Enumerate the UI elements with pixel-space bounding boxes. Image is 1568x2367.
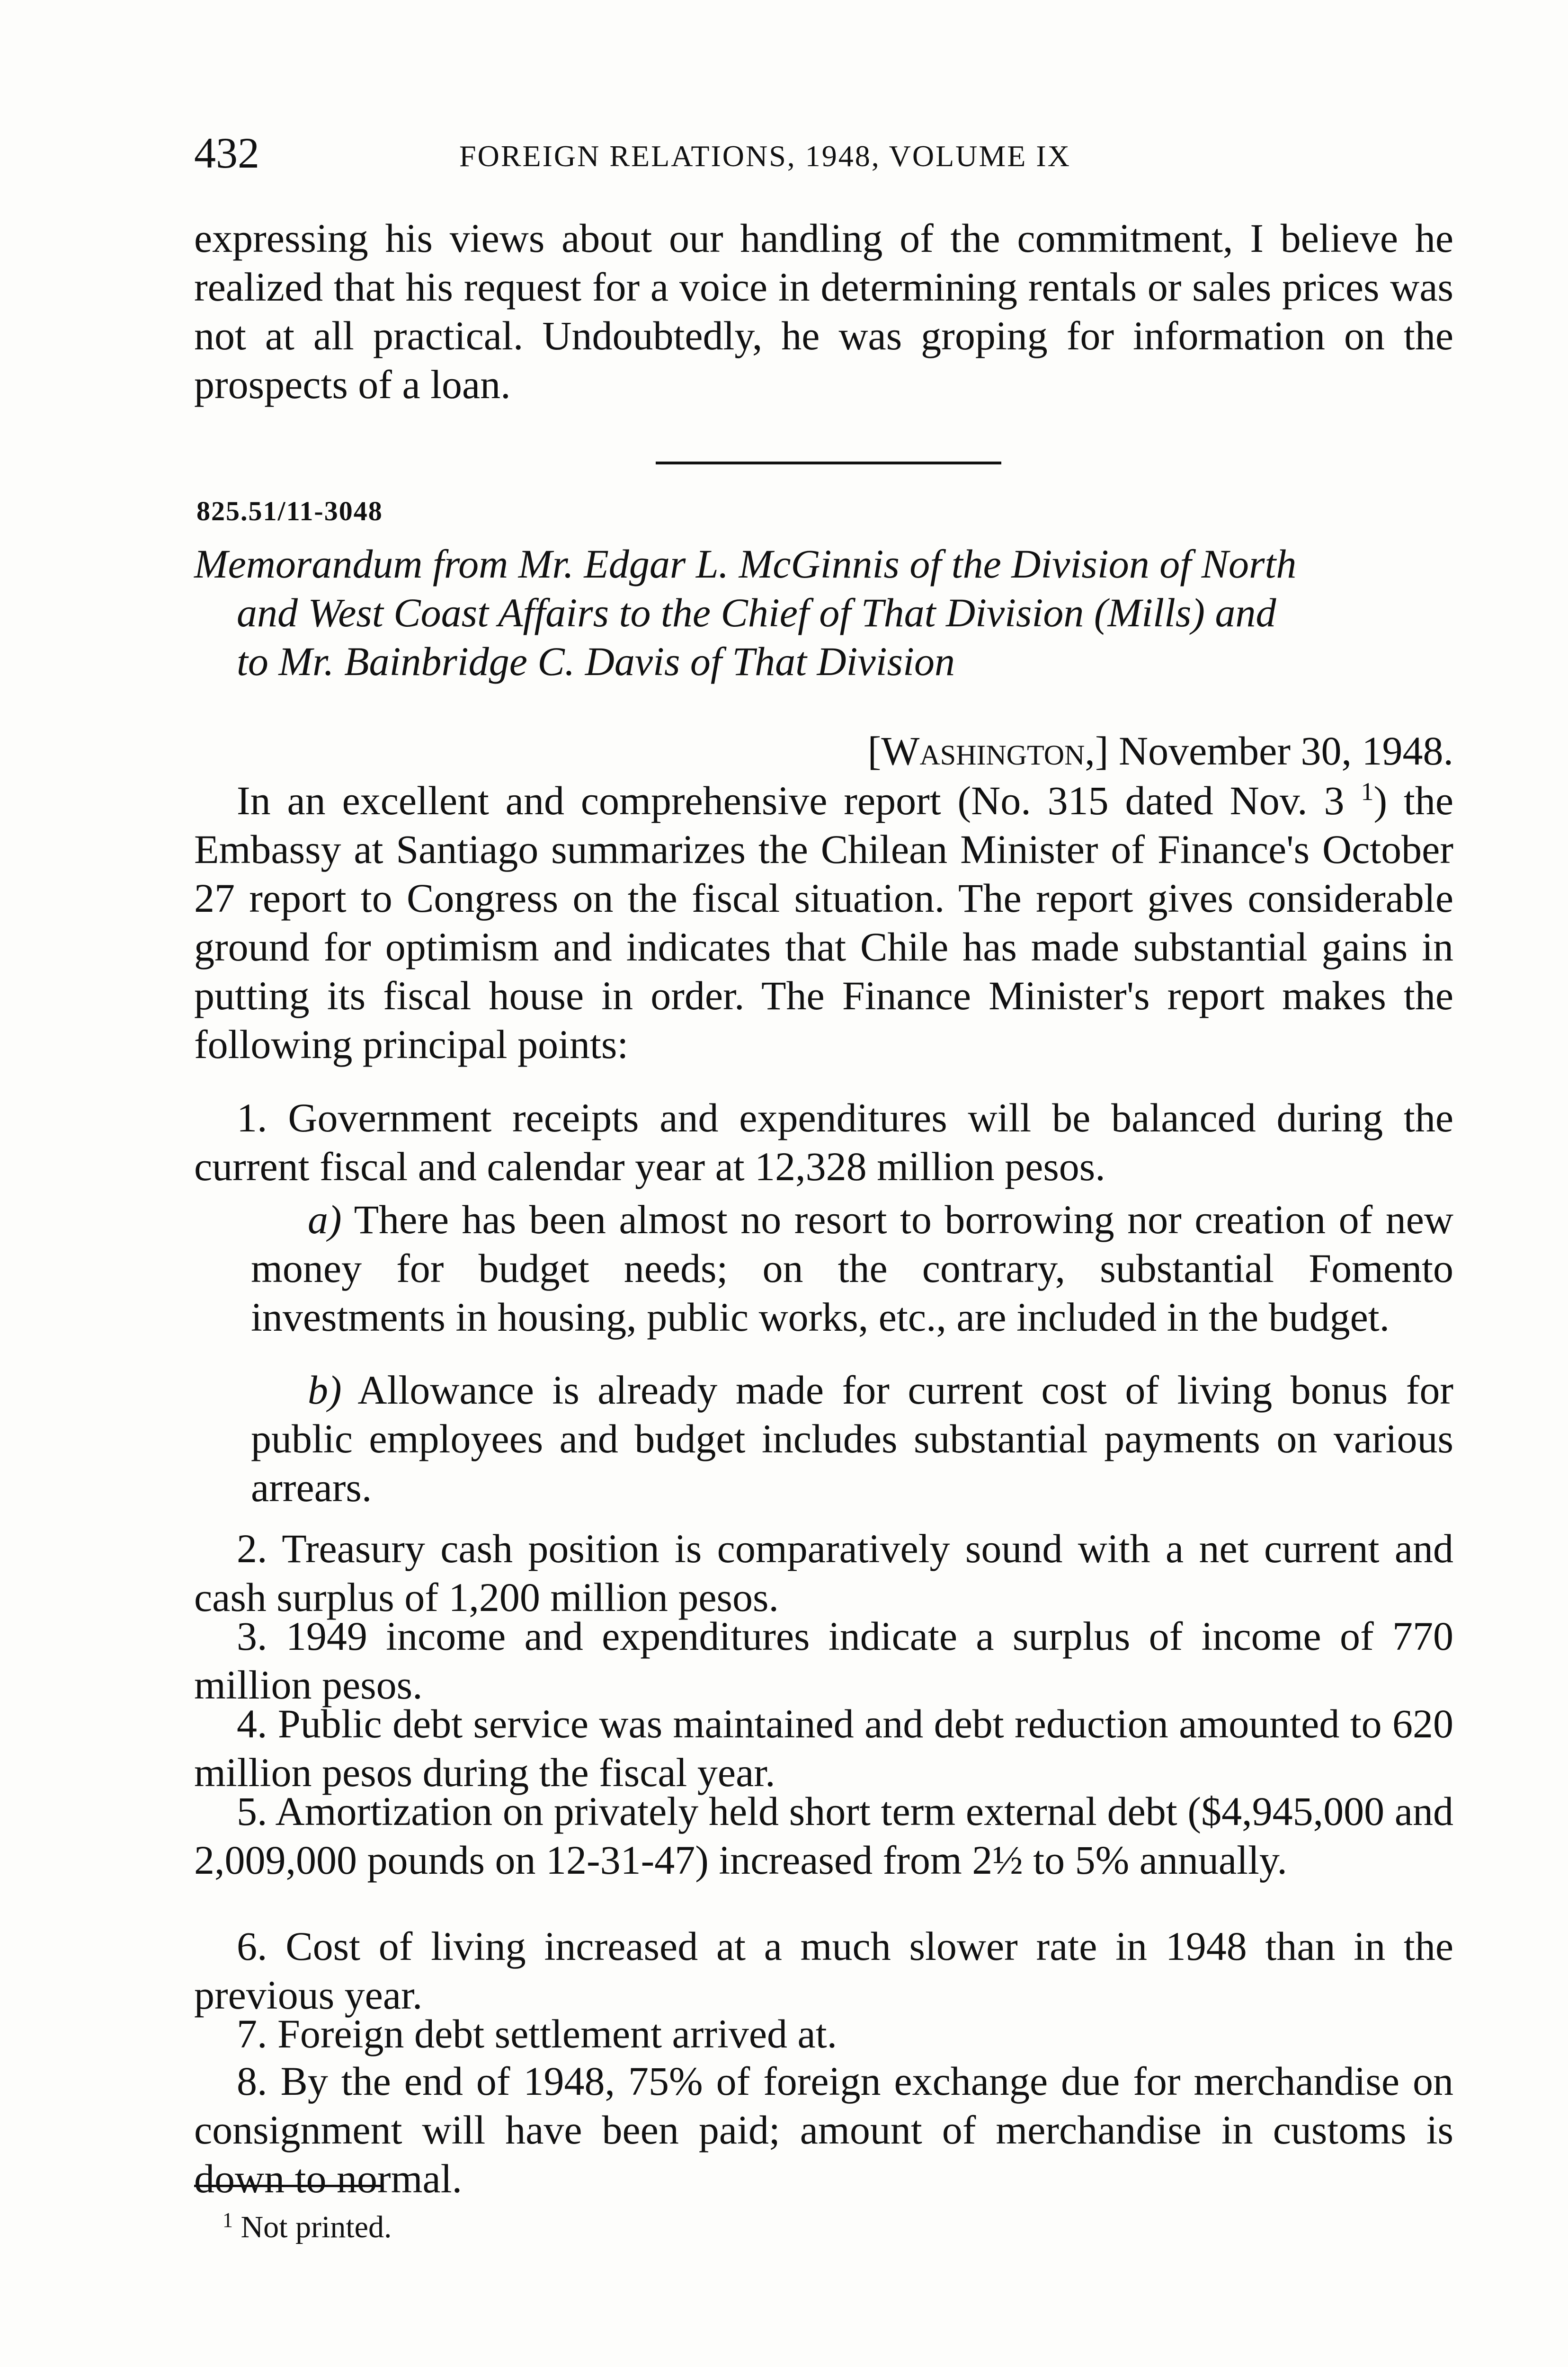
sub-point-label: a) [308,1197,342,1242]
memo-title-line: to Mr. Bainbridge C. Davis of That Division [237,639,955,684]
dateline-date: November 30, 1948. [1119,728,1453,774]
point-item: 3. 1949 income and expenditures indicate a surplus of income of 770 million pesos. [194,1613,1453,1708]
footnote-mark: 1 [223,2208,233,2232]
memo-title-line: and West Coast Affairs to the Chief of That Division (Mills) and [237,590,1276,635]
point-item: 8. By the end of 1948, 75% of foreign exchange due for merchandise on consignment will have been paid; amount of merchandise in customs is down to normal. [194,2058,1453,2201]
footnote-divider [194,2185,383,2187]
section-divider [656,462,1001,464]
footnote-text: Not printed. [241,2210,392,2244]
point-item: 5. Amortization on privately held short term external debt ($4,945,000 and 2,009,000 pounds on 12-31-47) increased from 2½ to 5% annually. [194,1789,1453,1883]
footnote-reference: 1 [1361,777,1374,806]
footnote [223,2206,392,2249]
point-item: 4. Public debt service was maintained and debt reduction amounted to 620 million pesos during the fiscal year. [194,1701,1453,1795]
point-item: 6. Cost of living increased at a much slower rate in 1948 than in the previous year. [194,1923,1453,2018]
file-number: 825.51/11-3048 [196,496,383,526]
main-paragraph-text: In an excellent and comprehensive report (No. 315 dated Nov. 3 [237,778,1345,823]
point-item: 1. Government receipts and expenditures will be balanced during the current fiscal and calendar year at 12,328 million pesos. [194,1095,1453,1189]
page-number: 432 [194,129,259,177]
main-paragraph-text: ) the Embassy at Santiago summarizes the Chilean Minister of Finance's October 27 report to Congress on the fiscal situation. The report gives considerable ground for optimism and indicates that Chile has made substantial gains in putting its fiscal house in order. The Finance Minister's report makes the following principal points: [194,778,1454,1067]
sub-point-text: Allowance is already made for current cost of living bonus for public employees and budget includes substantial payments on various arrears. [251,1367,1453,1510]
intro-paragraph: expressing his views about our handling of the commitment, I believe he realized that his request for a voice in determining rentals or sales prices was not at all practical. Undoubtedly, he was groping for information on the prospects of a loan. [194,215,1453,407]
sub-point-item [251,1195,1453,1342]
page-header [194,127,1453,179]
memo-title-line: Memorandum from Mr. Edgar L. McGinnis of the Division of North [194,541,1297,587]
main-paragraph [194,776,1453,1069]
running-head: FOREIGN RELATIONS, 1948, VOLUME IX [459,139,1071,173]
sub-point-label: b) [308,1367,342,1413]
sub-point-text: There has been almost no resort to borrowing nor creation of new money for budget needs; on the contrary, substantial Fomento investments in housing, public works, etc., are included in the budget. [251,1197,1453,1340]
sub-point-item [251,1366,1453,1512]
memo-title [194,540,1453,686]
point-item: 2. Treasury cash position is comparatively sound with a net current and cash surplus of 1,200 million pesos. [194,1526,1453,1620]
dateline-place: [Washington,] [867,728,1109,774]
dateline [868,727,1453,775]
point-item: 7. Foreign debt settlement arrived at. [237,2011,837,2056]
